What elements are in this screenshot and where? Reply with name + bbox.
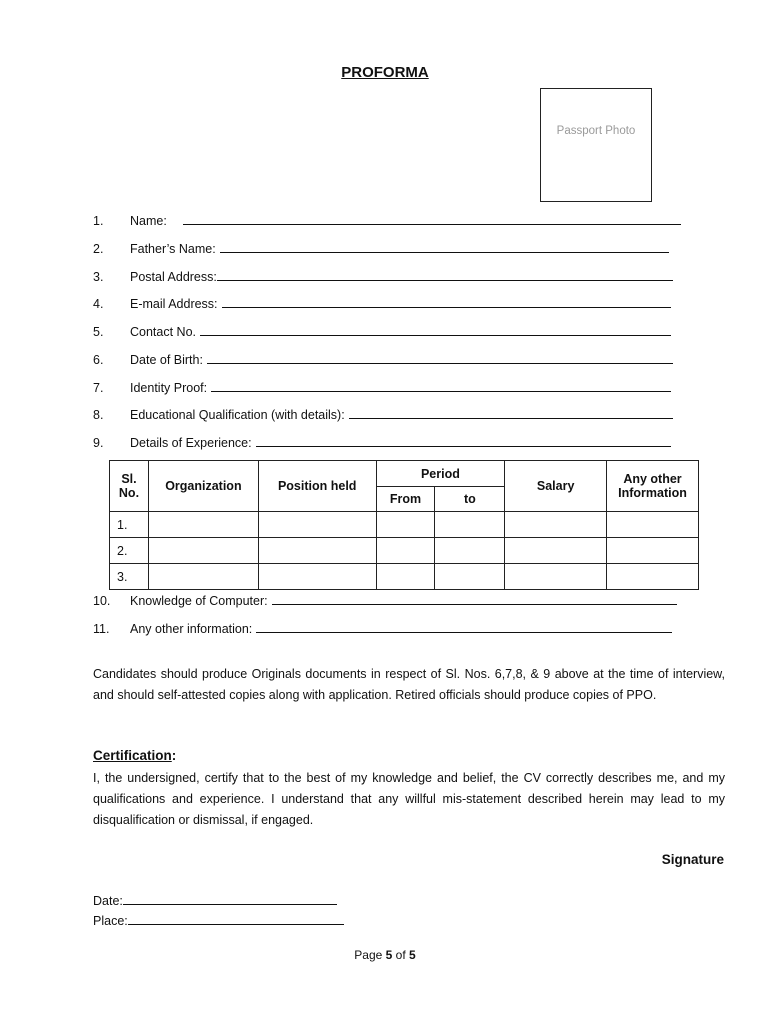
page-title: PROFORMA [341,64,429,81]
row-number: 2. [110,538,149,564]
signature-label: Signature [661,852,724,867]
header-period: Period [376,461,505,487]
table-cell[interactable] [376,538,435,564]
field-label: Date of Birth: [130,353,203,367]
date-input-line[interactable] [123,891,337,905]
date-of-birth-input-line[interactable] [207,350,673,364]
field-number: 10. [93,594,111,608]
postal-address-input-line[interactable] [217,267,673,281]
field-number: 6. [93,353,104,367]
field-number: 1. [93,214,104,228]
field-label: Educational Qualification (with details): [130,408,345,422]
table-cell[interactable] [148,564,258,590]
place-input-line[interactable] [128,911,344,925]
row-number: 1. [110,512,149,538]
field-label: Postal Address: [130,270,217,284]
identity-proof-field[interactable] [93,377,671,395]
date-of-birth-field[interactable] [93,349,673,367]
contact-no-field[interactable] [93,321,671,339]
field-number: 7. [93,381,104,395]
table-cell[interactable] [435,564,505,590]
page-number [0,948,770,962]
table-cell[interactable] [505,538,607,564]
field-label: Knowledge of Computer: [130,594,268,608]
table-cell[interactable] [505,564,607,590]
name-field[interactable] [93,210,681,228]
header-any-other-information: Any other Information [607,461,699,512]
certification-colon: : [171,748,177,763]
field-number: 9. [93,436,104,450]
table-cell[interactable] [258,538,376,564]
header-sl-no: Sl. No. [110,461,149,512]
place-field[interactable] [93,910,344,928]
fathers-name-field[interactable] [93,238,669,256]
place-label: Place: [93,914,128,928]
field-label: Name: [130,214,167,228]
field-number: 5. [93,325,104,339]
postal-address-field[interactable] [93,266,673,284]
table-cell[interactable] [435,512,505,538]
knowledge-of-computer-input-line[interactable] [272,591,677,605]
table-row [110,512,699,538]
field-label: Any other information: [130,622,253,636]
table-cell[interactable] [607,564,699,590]
field-label: Details of Experience: [130,436,252,450]
field-number: 2. [93,242,104,256]
table-cell[interactable] [607,538,699,564]
passport-photo-box[interactable] [540,88,652,202]
table-cell[interactable] [435,538,505,564]
row-number: 3. [110,564,149,590]
field-label: Identity Proof: [130,381,208,395]
any-other-information-field[interactable] [93,618,672,636]
field-label: Contact No. [130,325,197,339]
field-number: 3. [93,270,104,284]
table-cell[interactable] [148,512,258,538]
name-input-line[interactable] [183,211,681,225]
header-from: From [376,487,435,512]
field-number: 4. [93,297,104,311]
header-position-held: Position held [258,461,376,512]
date-field[interactable] [93,890,337,908]
table-header-row [110,461,699,487]
field-label: Father’s Name: [130,242,216,256]
date-label: Date: [93,894,123,908]
field-number: 8. [93,408,104,422]
header-to: to [435,487,505,512]
table-cell[interactable] [376,512,435,538]
table-cell[interactable] [258,564,376,590]
fathers-name-input-line[interactable] [220,239,669,253]
email-address-input-line[interactable] [222,294,671,308]
certification-heading [93,748,176,763]
page-current: 5 [385,948,393,962]
table-cell[interactable] [148,538,258,564]
page-of: of [395,948,406,962]
any-other-information-input-line[interactable] [256,619,672,633]
page-total: 5 [409,948,416,962]
page-prefix: Page [354,948,383,962]
table-row [110,538,699,564]
educational-qualification-input-line[interactable] [349,405,673,419]
table-cell[interactable] [607,512,699,538]
header-salary: Salary [505,461,607,512]
field-number: 11. [93,622,110,636]
originals-note: Candidates should produce Originals documents in respect of Sl. Nos. 6,7,8, & 9 above at the time of interview, and should self-attested copies along with application. Retired officials should produce copies of PPO. [93,667,725,702]
passport-photo-label: Passport Photo [556,125,636,137]
email-address-field[interactable] [93,293,671,311]
identity-proof-input-line[interactable] [211,378,671,392]
knowledge-of-computer-field[interactable] [93,590,677,608]
table-cell[interactable] [505,512,607,538]
table-row [110,564,699,590]
table-cell[interactable] [376,564,435,590]
certification-text: I, the undersigned, certify that to the best of my knowledge and belief, the CV correctly describes me, and my qualifications and experience. I understand that any willful mis-statement described herein may lead to my disqualification or dismissal, if engaged. [93,771,725,827]
experience-table [109,460,699,590]
details-of-experience-field[interactable] [93,432,671,450]
table-cell[interactable] [258,512,376,538]
details-of-experience-input-line[interactable] [256,433,671,447]
header-organization: Organization [148,461,258,512]
contact-no-input-line[interactable] [200,322,671,336]
field-label: E-mail Address: [130,297,218,311]
certification-heading-text: Certification [93,748,172,763]
educational-qualification-field[interactable] [93,404,673,422]
